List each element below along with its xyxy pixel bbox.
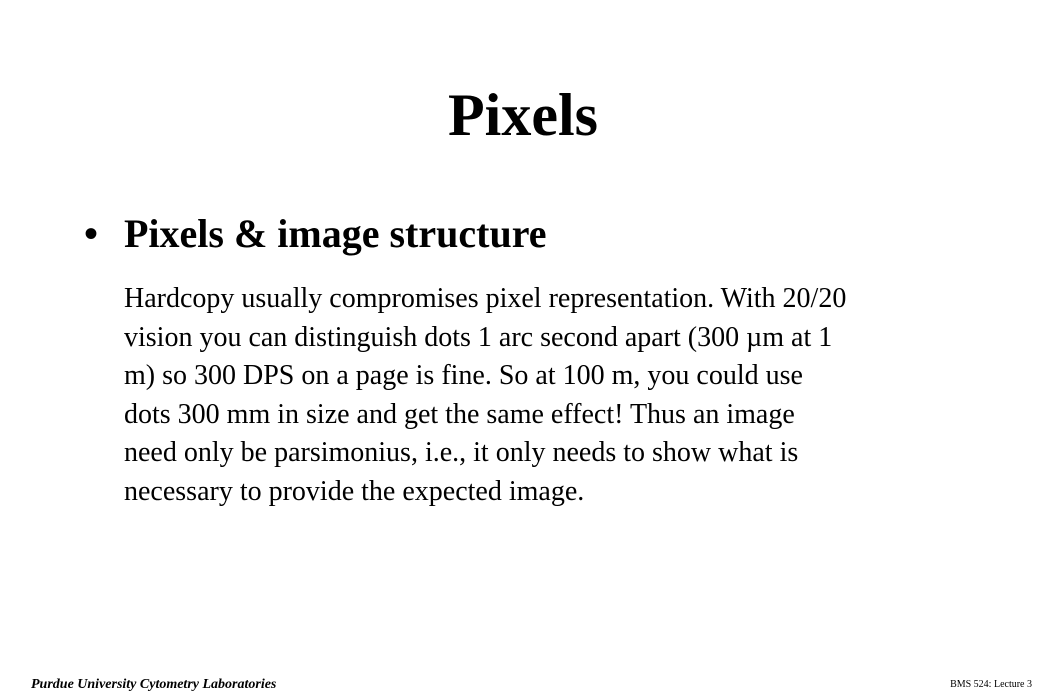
body-line: need only be parsimonius, i.e., it only needs to show what is: [124, 437, 799, 468]
bullet-heading: Pixels & image structure: [124, 211, 547, 256]
body-line: Hardcopy usually compromises pixel representation. With 20/20: [124, 283, 847, 314]
body-line: necessary to provide the expected image.: [124, 475, 585, 507]
body-line: m) so 300 DPS on a page is fine. So at 100 m, you could use: [124, 360, 803, 391]
body-line: vision you can distinguish dots 1 arc second apart (300 µm at 1: [124, 321, 833, 353]
slide-title: Pixels: [448, 82, 598, 148]
bullet-dot-icon: •: [84, 211, 99, 256]
body-line: dots 300 mm in size and get the same effect! Thus an image: [124, 398, 795, 430]
bullet-body-text: [124, 280, 984, 511]
footer-organization: Purdue University Cytometry Laboratories: [31, 677, 277, 692]
bullet-item: [84, 210, 984, 258]
footer-lecture-label: BMS 524: Lecture 3: [950, 679, 1032, 690]
